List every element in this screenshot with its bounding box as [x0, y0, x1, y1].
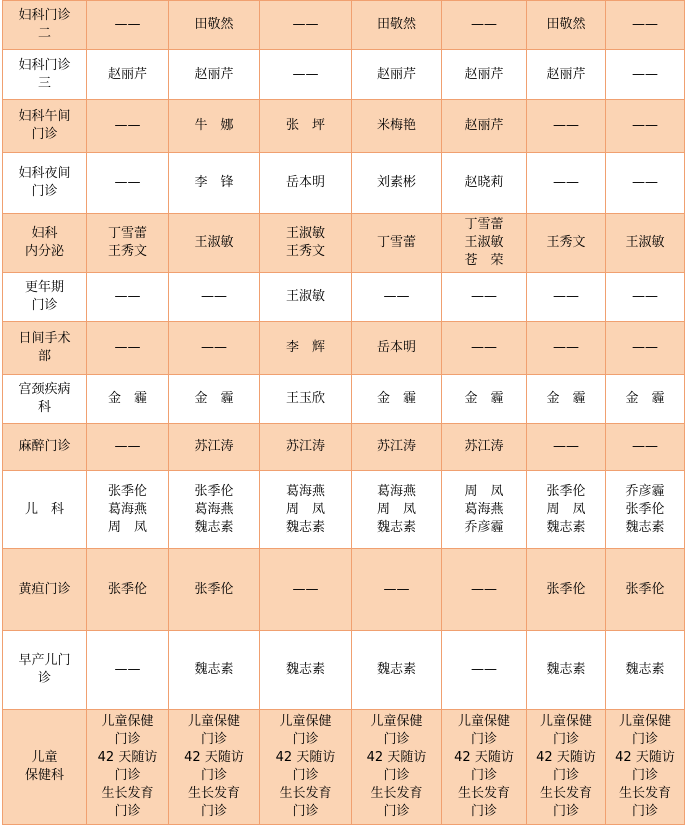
schedule-cell: —— [527, 153, 606, 214]
schedule-cell: —— [442, 1, 527, 50]
department-name: 妇科 内分泌 [3, 214, 87, 273]
schedule-cell: 儿童保健 门诊 42 天随访 门诊 生长发育 门诊 [87, 710, 169, 825]
department-name: 麻醉门诊 [3, 424, 87, 471]
schedule-cell: 儿童保健 门诊 42 天随访 门诊 生长发育 门诊 [169, 710, 260, 825]
schedule-cell: 田敬然 [352, 1, 442, 50]
schedule-cell: 王玉欣 [260, 375, 352, 424]
schedule-cell: 张 坪 [260, 100, 352, 153]
schedule-cell: —— [527, 273, 606, 322]
department-name: 宫颈疾病 科 [3, 375, 87, 424]
schedule-cell: —— [606, 322, 685, 375]
schedule-cell: —— [606, 1, 685, 50]
schedule-cell: 魏志素 [169, 631, 260, 710]
schedule-cell: 金 霾 [527, 375, 606, 424]
table-row [3, 1, 685, 50]
schedule-cell: 魏志素 [352, 631, 442, 710]
department-name: 妇科门诊 二 [3, 1, 87, 50]
schedule-cell: —— [527, 100, 606, 153]
schedule-cell: —— [442, 631, 527, 710]
schedule-cell: 张季伦 [87, 549, 169, 631]
table-row [3, 214, 685, 273]
schedule-cell: 儿童保健 门诊 42 天随访 门诊 生长发育 门诊 [352, 710, 442, 825]
schedule-cell: 葛海燕 周 凤 魏志素 [352, 471, 442, 549]
schedule-cell: 刘素彬 [352, 153, 442, 214]
schedule-cell: —— [87, 1, 169, 50]
schedule-cell: 赵丽芹 [87, 50, 169, 100]
schedule-cell: 乔彦霾 张季伦 魏志素 [606, 471, 685, 549]
table-row [3, 153, 685, 214]
schedule-cell: 丁雪蕾 王秀文 [87, 214, 169, 273]
department-name: 日间手术 部 [3, 322, 87, 375]
schedule-cell: 王淑敏 王秀文 [260, 214, 352, 273]
schedule-cell: 魏志素 [527, 631, 606, 710]
schedule-cell: 张季伦 周 凤 魏志素 [527, 471, 606, 549]
schedule-cell: 丁雪蕾 王淑敏 苍 荣 [442, 214, 527, 273]
schedule-cell: —— [606, 100, 685, 153]
schedule-cell: 赵丽芹 [442, 100, 527, 153]
schedule-cell: 魏志素 [606, 631, 685, 710]
schedule-table [2, 0, 685, 825]
schedule-cell: —— [87, 273, 169, 322]
schedule-cell: 李 锋 [169, 153, 260, 214]
department-name: 儿 科 [3, 471, 87, 549]
schedule-cell: 赵丽芹 [442, 50, 527, 100]
department-name: 妇科夜间 门诊 [3, 153, 87, 214]
schedule-cell: 赵丽芹 [527, 50, 606, 100]
schedule-cell: 张季伦 葛海燕 魏志素 [169, 471, 260, 549]
schedule-cell: 牛 娜 [169, 100, 260, 153]
schedule-cell: 儿童保健 门诊 42 天随访 门诊 生长发育 门诊 [260, 710, 352, 825]
schedule-cell: 儿童保健 门诊 42 天随访 门诊 生长发育 门诊 [527, 710, 606, 825]
schedule-cell: —— [442, 273, 527, 322]
schedule-cell: —— [87, 424, 169, 471]
schedule-cell: —— [527, 424, 606, 471]
schedule-cell: 岳本明 [260, 153, 352, 214]
department-name: 早产儿门 诊 [3, 631, 87, 710]
department-name: 妇科门诊 三 [3, 50, 87, 100]
schedule-cell: 金 霾 [442, 375, 527, 424]
schedule-cell: 苏江涛 [169, 424, 260, 471]
schedule-cell: 赵丽芹 [169, 50, 260, 100]
schedule-cell: 赵晓莉 [442, 153, 527, 214]
table-row [3, 631, 685, 710]
department-name: 妇科午间 门诊 [3, 100, 87, 153]
schedule-cell: 苏江涛 [442, 424, 527, 471]
schedule-cell: 金 霾 [169, 375, 260, 424]
schedule-cell: 金 霾 [87, 375, 169, 424]
table-row [3, 322, 685, 375]
schedule-cell: 岳本明 [352, 322, 442, 375]
table-row [3, 424, 685, 471]
schedule-cell: 赵丽芹 [352, 50, 442, 100]
schedule-cell: —— [442, 322, 527, 375]
schedule-cell: —— [260, 549, 352, 631]
table-row [3, 273, 685, 322]
table-row [3, 375, 685, 424]
schedule-cell: 王秀文 [527, 214, 606, 273]
schedule-cell: 儿童保健 门诊 42 天随访 门诊 生长发育 门诊 [606, 710, 685, 825]
schedule-cell: 王淑敏 [169, 214, 260, 273]
schedule-cell: —— [169, 273, 260, 322]
schedule-cell: —— [260, 1, 352, 50]
schedule-cell: —— [87, 631, 169, 710]
schedule-cell: 米梅艳 [352, 100, 442, 153]
schedule-cell: 王淑敏 [606, 214, 685, 273]
schedule-cell: —— [606, 50, 685, 100]
schedule-cell: 金 霾 [606, 375, 685, 424]
schedule-cell: —— [87, 322, 169, 375]
schedule-cell: 张季伦 葛海燕 周 凤 [87, 471, 169, 549]
table-row [3, 471, 685, 549]
table-row [3, 50, 685, 100]
schedule-cell: 魏志素 [260, 631, 352, 710]
schedule-cell: —— [606, 153, 685, 214]
schedule-cell: 田敬然 [169, 1, 260, 50]
schedule-cell: —— [442, 549, 527, 631]
schedule-cell: 李 辉 [260, 322, 352, 375]
schedule-cell: —— [87, 153, 169, 214]
schedule-cell: —— [352, 549, 442, 631]
schedule-cell: 田敬然 [527, 1, 606, 50]
schedule-cell: 金 霾 [352, 375, 442, 424]
table-row [3, 100, 685, 153]
schedule-cell: —— [169, 322, 260, 375]
schedule-cell: 苏江涛 [352, 424, 442, 471]
schedule-cell: 王淑敏 [260, 273, 352, 322]
schedule-cell: —— [87, 100, 169, 153]
department-name: 更年期 门诊 [3, 273, 87, 322]
schedule-cell: —— [527, 322, 606, 375]
department-name: 黄疸门诊 [3, 549, 87, 631]
table-row [3, 710, 685, 825]
schedule-cell: —— [606, 424, 685, 471]
schedule-cell: —— [260, 50, 352, 100]
department-name: 儿童 保健科 [3, 710, 87, 825]
schedule-cell: 张季伦 [169, 549, 260, 631]
table-row [3, 549, 685, 631]
schedule-cell: 张季伦 [606, 549, 685, 631]
schedule-cell: —— [606, 273, 685, 322]
schedule-cell: 儿童保健 门诊 42 天随访 门诊 生长发育 门诊 [442, 710, 527, 825]
schedule-cell: 苏江涛 [260, 424, 352, 471]
schedule-cell: —— [352, 273, 442, 322]
schedule-cell: 周 凤 葛海燕 乔彦霾 [442, 471, 527, 549]
schedule-cell: 葛海燕 周 凤 魏志素 [260, 471, 352, 549]
schedule-cell: 张季伦 [527, 549, 606, 631]
schedule-cell: 丁雪蕾 [352, 214, 442, 273]
